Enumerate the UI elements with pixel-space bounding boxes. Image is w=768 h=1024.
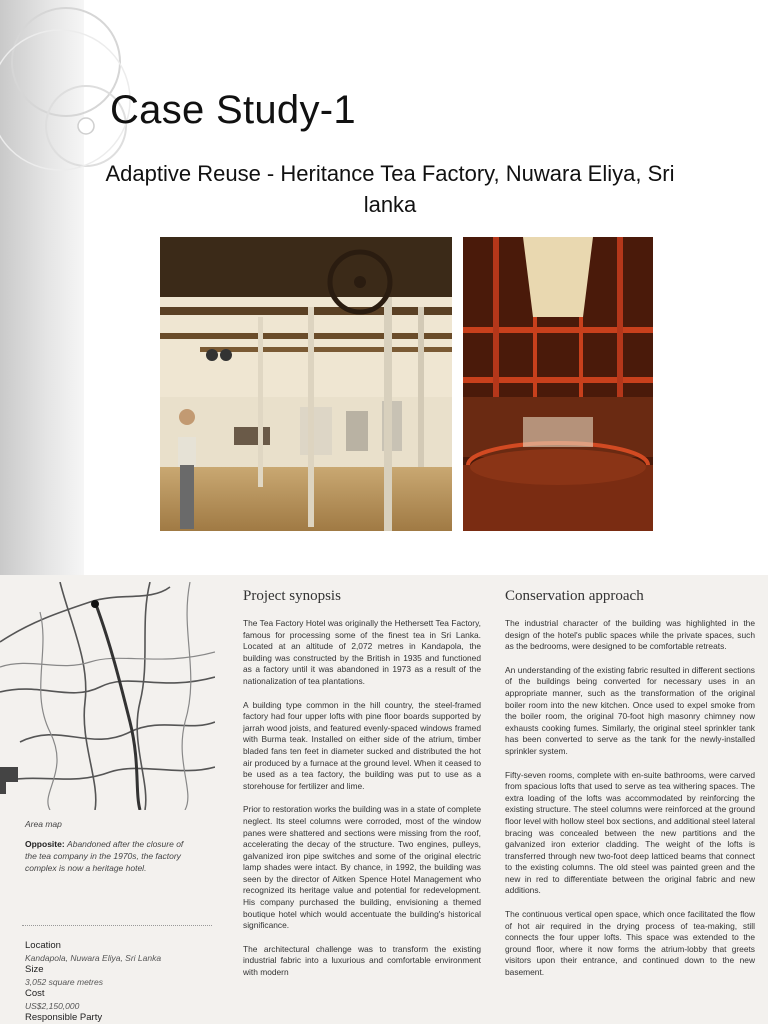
conservation-paragraph: An understanding of the existing fabric resulted in different sections of the buildings being converted for necessary uses in an appropriate manner, such as the transformation of the original boiler room into the new kitchen. Once used to expel smoke from the boiler room, the original 70-foot high masonry chimney now exhausts cooking fumes. Similarly, the original steel sprinkler tank has been converted to serve as the tank for the newly-installed sprinkler system. bbox=[505, 664, 755, 756]
conservation-paragraph: The industrial character of the building was highlighted in the design of the hotel's public spaces while the private spaces, such as the bedrooms, were designed to be comfortable retreats. bbox=[505, 618, 755, 652]
opposite-caption bbox=[25, 838, 195, 874]
divider bbox=[22, 925, 212, 926]
meta-location-value: Kandapola, Nuwara Eliya, Sri Lanka bbox=[25, 953, 162, 963]
meta-cost-value: US$2,150,000 bbox=[25, 1001, 80, 1011]
synopsis-paragraph: A building type common in the hill country, the steel-framed factory had four upper lofts with pine floor boards supported by jarrah wood joists, and featured evenly-spaced windows framed with Burma teak. Installed on either side of the atrium, timber bladed fans ten feet in diameter sucked and distributed the hot air produced by a furnace at the ground level. When it ceased to be used as a tea factory, the building was put to use as a storehouse for fertilizer and lime. bbox=[243, 699, 481, 791]
conservation-paragraph: The continuous vertical open space, which once facilitated the flow of hot air required in the drying process of tea-making, still connects the four upper lofts. This space was extended to the ground floor, where it now forms the atrium-lobby that greets visitors upon their entrance, and continued down to the new basement. bbox=[505, 909, 755, 978]
atrium-photo bbox=[463, 237, 653, 531]
opposite-text: Abandoned after the closure of the tea company in the 1970s, the factory complex is now a heritage hotel. bbox=[25, 839, 184, 873]
meta-size-label: Size bbox=[25, 964, 44, 975]
synopsis-paragraph: The architectural challenge was to transform the existing industrial fabric into a luxurious and comfortable environment with modern bbox=[243, 943, 481, 978]
synopsis-column bbox=[243, 618, 481, 991]
synopsis-paragraph: Prior to restoration works the building was in a state of complete neglect. Its steel columns were corroded, most of the window panes were shattered and sections were missing from the roof, accelerating the decay of the structure. Two engines, pulleys, galvanized iron pipe switches and some of the original electric lamp shades were intact. By chance, in 1992, the building was seen by the director of Aitken Spence Hotel Management who recognized its heritage value and potential for redevelopment. His company purchased the building, envisioning a themed boutique hotel which would accentuate the building's historical significance. bbox=[243, 804, 481, 931]
page-title: Case Study-1 bbox=[110, 88, 356, 132]
meta-size-value: 3,052 square metres bbox=[25, 977, 103, 987]
synopsis-paragraph: The Tea Factory Hotel was originally the Hethersett Tea Factory, famous for processing some of the finest tea in Sri Lanka. Located at an altitude of 2,072 metres in Kandapola, the building was constructed by the British in 1935 and functioned as a factory until it was abandoned in 1973 as a result of the nationalization of tea plantations. bbox=[243, 618, 481, 686]
page-subtitle: Adaptive Reuse - Heritance Tea Factory, Nuwara Eliya, Sri lanka bbox=[105, 161, 675, 217]
conservation-heading: Conservation approach bbox=[505, 588, 644, 604]
conservation-paragraph: Fifty-seven rooms, complete with en-suite bathrooms, were carved from spacious lofts that used to serve as tea withering spaces. The extra loading of the lofts was accommodated by reinforcing the existing structure. The steel columns were reinforced at the ground floor level with hollow steel box sections, and additional steel lateral bracing was concealed between the new partitions and the galvanized iron exterior cladding. The weight of the lofts is transferred through new two-foot deep latticed beams that connect to the existing columns. The old steel was painted green and the new in red to differentiate between the original fabric and new additions. bbox=[505, 769, 755, 896]
conservation-column bbox=[505, 618, 755, 991]
opposite-label: Opposite: bbox=[25, 839, 65, 849]
factory-interior-photo bbox=[160, 237, 452, 531]
area-map bbox=[0, 582, 215, 810]
synopsis-heading: Project synopsis bbox=[243, 588, 341, 604]
meta-party-label: Responsible Party bbox=[25, 1012, 103, 1023]
meta-cost-label: Cost bbox=[25, 988, 45, 999]
map-caption: Area map bbox=[25, 819, 62, 829]
meta-location-label: Location bbox=[25, 940, 61, 951]
